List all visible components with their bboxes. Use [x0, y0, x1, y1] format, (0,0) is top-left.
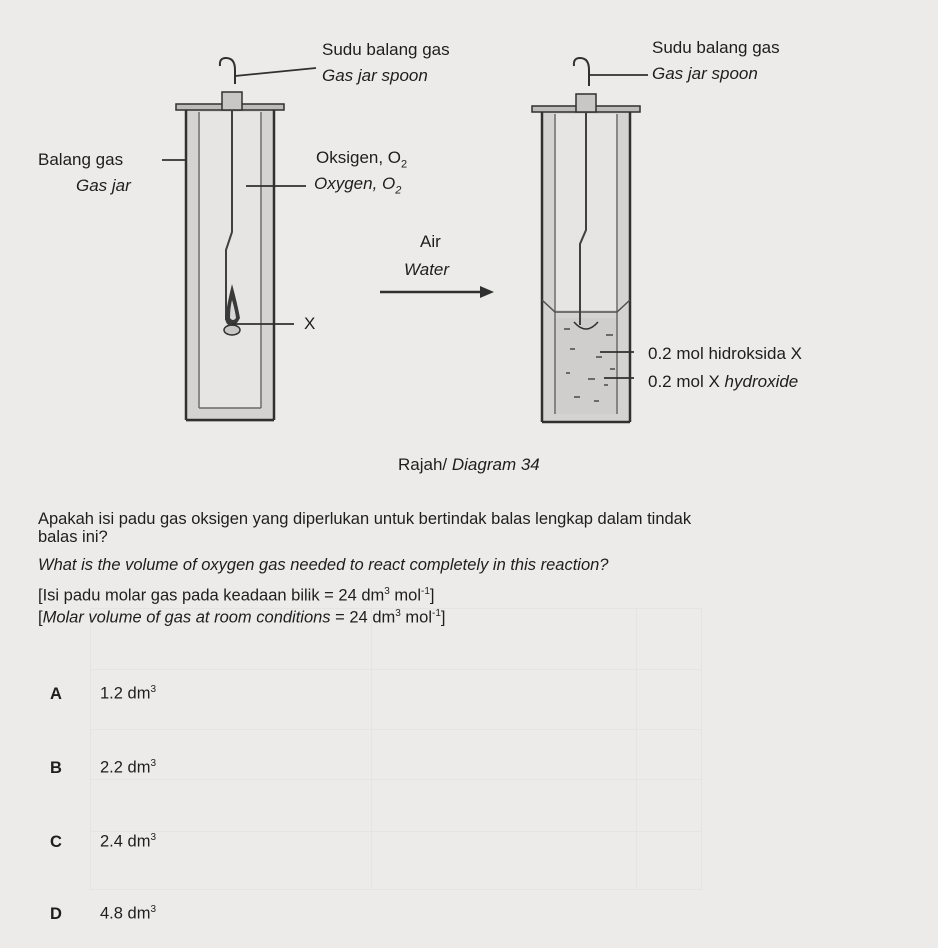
option-d[interactable]: D 4.8 $dm^3$ — [50, 904, 157, 923]
spoon-label-ms-left: Sudu balang gas — [322, 40, 450, 59]
spoon-label-ms-right: Sudu balang gas — [652, 38, 780, 57]
option-c[interactable]: C 2.4 $dm^3$ — [50, 832, 157, 851]
note-en: [Molar volume of gas at room conditions = 24 $dm^3$ mol$^{-1}$] — [38, 608, 446, 627]
option-b[interactable]: B 2.2 $dm^3$ — [50, 758, 157, 777]
option-a[interactable]: A 1.2 $dm^3$ — [50, 684, 157, 703]
metal-x-label: X — [304, 314, 316, 333]
oxygen-label-ms: Oksigen, $O_2$ — [316, 148, 408, 171]
left-gas-jar — [176, 104, 284, 422]
question-en: What is the volume of oxygen gas needed to react completely in this reaction? — [38, 556, 609, 574]
diagram-caption: Rajah/ Diagram 34 — [398, 455, 540, 474]
arrow-label-en: Water — [404, 260, 450, 279]
arrow-label-ms: Air — [420, 232, 441, 251]
spoon-label-en-right: Gas jar spoon — [652, 64, 758, 83]
bleed-through-table — [90, 608, 702, 890]
question-ms-line1: Apakah isi padu gas oksigen yang diperlukan untuk bertindak balas lengkap dalam tindak — [38, 510, 692, 528]
product-label-ms: 0.2 mol hidroksida X — [648, 344, 803, 363]
question-ms-line2: balas ini? — [38, 528, 108, 546]
jar-label-ms: Balang gas — [38, 150, 124, 169]
spoon-label-en-left: Gas jar spoon — [322, 66, 428, 85]
reaction-arrow — [380, 286, 494, 298]
note-ms: [Isi padu molar gas pada keadaan bilik = 24 $dm^3$ mol$^{-1}$] — [38, 586, 435, 605]
product-label-en: 0.2 mol X hydroxide — [648, 372, 799, 391]
oxygen-label-en: Oxygen, $O_2$ — [314, 174, 402, 197]
jar-label-en: Gas jar — [76, 176, 131, 195]
